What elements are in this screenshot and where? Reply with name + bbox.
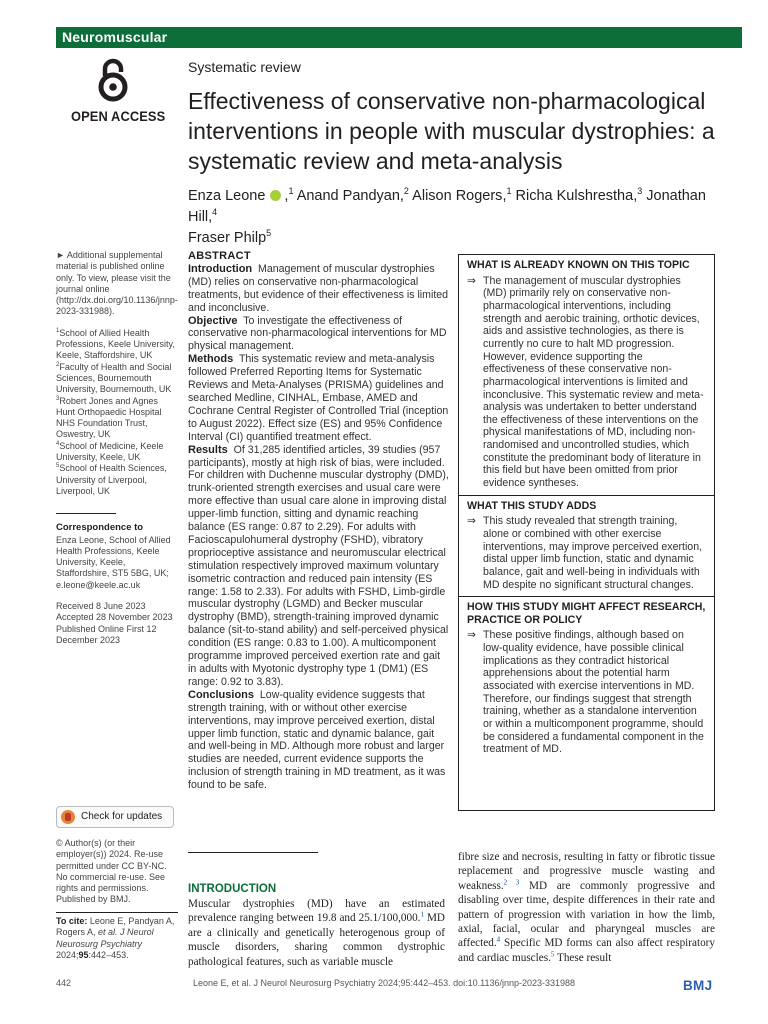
abstract-label: Methods (188, 353, 234, 366)
box-heading: WHAT THIS STUDY ADDS (467, 499, 597, 512)
arrow-icon: ⇒ (467, 515, 476, 528)
open-access-label: OPEN ACCESS (71, 108, 166, 124)
introduction-paragraph: Muscular dystrophies (MD) have an estimated prevalence ranging between 19.8 and 25.1/100,000.$^1$ MD are a clinically and genetically heterogenous group of muscle disorders, sharing common dystrophic pathological features, such as variable muscle (188, 898, 445, 968)
supplemental-note[interactable]: ► Additional supplemental material is published online only. To view, please visit the journal online (http://dx.doi.org/10.1136/jnnp-2023-331988). (56, 250, 178, 317)
cite-journal: et al. J Neurol Neurosurg Psychiatry (56, 927, 154, 949)
reference-link[interactable]: 1 (420, 910, 424, 919)
abstract-label: Conclusions (188, 688, 255, 701)
check-for-updates-label: Check for updates (81, 811, 163, 822)
affiliation-item: $^4$School of Medicine, Keele University, Keele, UK (56, 440, 164, 463)
published-date: Published Online First 12 December 2023 (56, 623, 157, 645)
author-name[interactable]: Alison Rogers (412, 188, 503, 204)
abstract-text: This systematic review and meta-analysis followed Preferred Reporting Items for Systematic Reviews and Meta-Analyses (PRISMA) guidelines and searched Medline, CINHAL, Embase, AMED and Cochrane Central Register of Controlled Trial (inception to August 2022). Effect size (ES) and 95% Confidence Interval (CI) quantified treatment effect. (188, 353, 449, 443)
abstract-section (188, 315, 450, 354)
introduction-heading: INTRODUCTION (188, 883, 277, 895)
abstract-section (188, 353, 450, 443)
author-name[interactable]: Anand Pandyan (296, 188, 400, 204)
cite-volume: 95 (78, 949, 89, 960)
abstract-label: Objective (188, 314, 238, 327)
affiliation-item: $^2$Faculty of Health and Social Sciences, Bournemouth University, Bournemouth, UK (56, 361, 172, 395)
orcid-icon[interactable] (270, 190, 281, 201)
abstract-label: Introduction (188, 262, 253, 275)
page-number: 442 (56, 978, 72, 988)
author-affiliation: 4 (212, 207, 218, 218)
introduction-paragraph: fibre size and necrosis, resulting in fatty or fibrotic tissue replacement and progressive muscle wasting and weakness.$^{2 3}$ MD are commonly progressive and disabling over time, despite differences in their rate and pattern of progression with variation in how the limb, axial, facial, ocular and pharyngeal muscles are affected.$^4$ Specific MD forms can also affect respiratory and cardiac muscles.$^5$ These result (458, 851, 715, 964)
reference-link[interactable]: 5 (550, 950, 555, 959)
abstract-text: Of 31,285 identified articles, 39 studies (957 participants), mostly at high risk of bias, were included. For children with Duchenne muscular dystrophy (DMD), trunk-oriented strength exercises and usual care were more effective than usual care alone in improving distal upper-limb function, sitting and dynamic reaching balance (ES range: 0.87 to 2.29). For adults with Facioscapulohumeral dystrophy (FSHD), vibratory proprioceptive assistance and neuromuscular electrical stimulation respectively improved maximum voluntary isometric contraction and reduced pain intensity (ES range: 1.58 to 2.33). For adults with FSHD, Limb-girdle muscular dystrophy (LGMD) and Becker muscular dystrophy (BMD), strength-training improved dynamic balance (sit-to-stand ability) and self-perceived physical condition (ES range: 0.83 to 1.00). A multicomponent programme improved perceived exertion rate and gait in adults with Myotonic dystrophy type 1 (DM1) (ES range: 0.92 to 3.83). (188, 443, 449, 688)
arrow-icon: ⇒ (467, 629, 476, 642)
correspondence-title: Correspondence to (56, 522, 144, 534)
arrow-icon: ⇒ (467, 274, 476, 287)
affiliation-item: $^1$School of Allied Health Professions, Keele University, Keele, Staffordshire, UK (56, 327, 175, 361)
open-access-icon (96, 58, 130, 102)
abstract-heading: ABSTRACT (188, 250, 251, 262)
author-name[interactable]: Enza Leone (188, 188, 266, 204)
check-for-updates-button[interactable] (56, 806, 174, 828)
bmj-logo: BMJ (683, 978, 713, 993)
reference-link[interactable]: 4 (496, 935, 501, 944)
box-heading: HOW THIS STUDY MIGHT AFFECT RESEARCH, PRACTICE OR POLICY (467, 601, 706, 626)
cite-pages: :442–453. (88, 949, 129, 960)
abstract (188, 250, 450, 792)
article-title: Effectiveness of conservative non-pharmacological interventions in people with muscular dystrophies: a systematic review and meta-analysis (188, 88, 715, 174)
affiliation-item: $^3$Robert Jones and Agnes Hunt Orthopaedic Hospital NHS Foundation Trust, Oswestry, UK (56, 395, 162, 440)
abstract-text: To investigate the effectiveness of conservative non-pharmacological interventions for MD physical management. (188, 314, 447, 353)
abstract-section (188, 444, 450, 689)
affiliation-item: $^5$School of Health Sciences, University of Liverpool, Liverpool, UK (56, 463, 167, 496)
reference-link[interactable]: 2 3 (503, 878, 520, 887)
box-text: This study revealed that strength training, alone or combined with other exercise interventions, may improve perceived exertion, distal upper limb function, static and dynamic balance, gait and well-being in individuals with MD despite no significant structural changes. (483, 515, 703, 591)
accepted-date: Accepted 28 November 2023 (56, 612, 173, 623)
box-heading: WHAT IS ALREADY KNOWN ON THIS TOPIC (467, 259, 690, 271)
abstract-label: Results (188, 443, 228, 456)
author-affiliation: 2 (403, 186, 409, 197)
abstract-text: Low-quality evidence suggests that strength training, with or without other exercise interventions, may improve perceived exertion, distal upper limb function, static and dynamic balance, gait and well-being in MD. Although more robust and larger studies are needed, current evidence supports the inclusion of strength training in MD treatment, as it was found to be safe. (188, 688, 446, 792)
author-affiliation: 1 (288, 186, 294, 197)
author-affiliation: 1 (506, 186, 512, 197)
correspondence-text[interactable]: Enza Leone, School of Allied Health Professions, Keele University, Keele, Staffordshire, ST5 5BG, UK; e.leone@keele.ac.uk (56, 534, 171, 590)
box-item (459, 514, 714, 594)
received-date: Received 8 June 2023 (56, 601, 146, 612)
box-item (459, 628, 714, 759)
bookmark-icon (61, 810, 75, 824)
section-banner (56, 27, 742, 48)
cite-box (56, 912, 178, 961)
abstract-text: Management of muscular dystrophies (MD) relies on conservative non-pharmacological treatments, but evidence of their effectiveness is limited and inconclusive. (188, 262, 449, 314)
abstract-section (188, 263, 450, 315)
box-item (459, 274, 714, 493)
divider (56, 513, 116, 514)
box-text: The management of muscular dystrophies (MD) primarily rely on conservative non-pharmacological interventions, including strength and aerobic training, orthotic devices, aids and assistive technologies, as there is currently no cure to halt MD progression. However, evidence supporting the effectiveness of these conservative non-pharmacological interventions is limited and inconclusive. This systematic review and meta-analysis was undertaken to better understand the effectiveness of these interventions on the physical manifestations of MD, including non-randomised and uncontrolled studies, which constitute the predominant body of literature in this field but have been omitted from prior evidence syntheses. (483, 274, 704, 490)
cite-year: 2024; (56, 949, 79, 960)
article-dates (56, 601, 178, 646)
abstract-section (188, 689, 450, 792)
author-list: Enza Leone ,$^1$ Anand Pandyan,$^2$ Alison Rogers,$^1$ Richa Kulshrestha,$^3$ Jonathan Hill,$^4$ Fraser Philp$^5$ (188, 186, 706, 246)
author-name[interactable]: Fraser Philp (188, 230, 267, 246)
key-messages-box (458, 254, 715, 811)
box-text: These positive findings, although based on low-quality evidence, have possible clinical implications as they contradict historical apprehensions about the potential harm associated with exercise interventions in MD. Therefore, our findings suggest that strength training, whether as a standalone intervention or within a multicomponent programme, should be considered a fundamental component in the treatment of MD. (483, 629, 704, 756)
footer-citation: Leone E, et al. J Neurol Neurosurg Psychiatry 2024;95:442–453. doi:10.1136/jnnp-2023-331988 (192, 978, 576, 988)
author-name[interactable]: Richa Kulshrestha (515, 188, 634, 204)
article-type: Systematic review (188, 59, 301, 75)
cite-authors: Leone E, Pandyan A, Rogers A, (56, 916, 175, 938)
author-name[interactable]: Jonathan Hill (188, 188, 706, 225)
affiliations (56, 328, 178, 497)
section-label: Neuromuscular (62, 29, 168, 45)
license-text: © Author(s) (or their employer(s)) 2024. Re-use permitted under CC BY-NC. No commercial re-use. See rights and permissions. Published by BMJ. (56, 838, 167, 905)
cite-label: To cite: (56, 916, 88, 926)
author-affiliation: 3 (637, 186, 643, 197)
divider (188, 852, 318, 853)
author-affiliation: 5 (266, 228, 272, 239)
sidebar (56, 250, 178, 646)
